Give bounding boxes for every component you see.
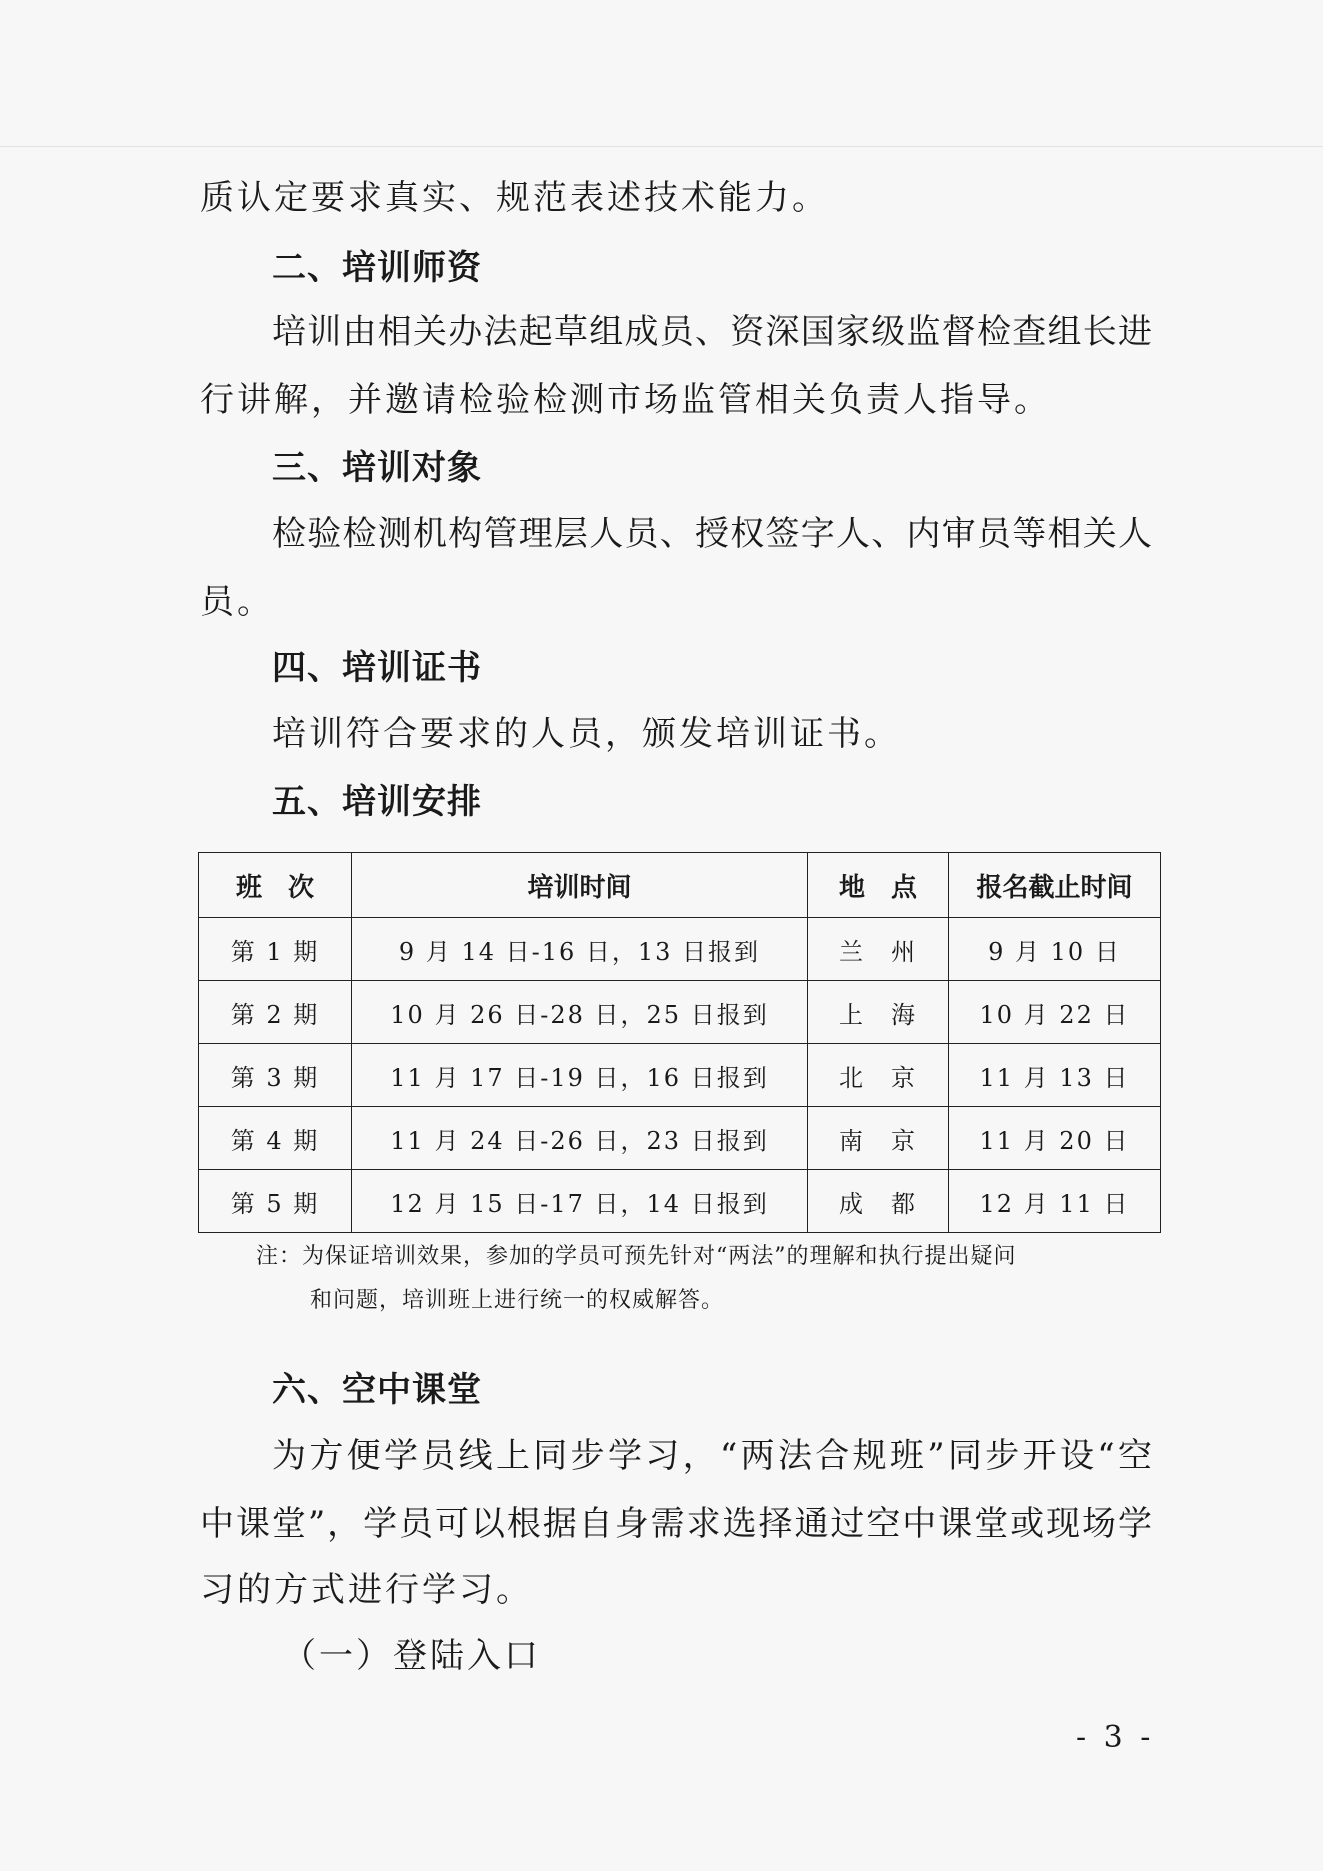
cell-class: 第 2 期 xyxy=(199,981,352,1044)
table-row xyxy=(199,1107,1161,1170)
paragraph-line: 行讲解，并邀请检验检测市场监管相关负责人指导。 xyxy=(200,380,1051,420)
header-location: 地 点 xyxy=(808,853,949,918)
cell-deadline: 9 月 10 日 xyxy=(949,918,1161,981)
cell-location: 兰 州 xyxy=(808,918,949,981)
table-header-row xyxy=(199,853,1161,918)
cell-class: 第 5 期 xyxy=(199,1170,352,1233)
cell-time: 10 月 26 日-28 日，25 日报到 xyxy=(352,981,808,1044)
paragraph-line: 员。 xyxy=(200,582,274,622)
header-deadline: 报名截止时间 xyxy=(949,853,1161,918)
table-row xyxy=(199,918,1161,981)
schedule-table xyxy=(198,852,1161,1233)
page-number: - 3 - xyxy=(1076,1720,1155,1755)
paragraph-line: 培训由相关办法起草组成员、资深国家级监督检查组长进 xyxy=(272,312,1152,352)
header-class: 班 次 xyxy=(199,853,352,918)
section-heading-teachers: 二、培训师资 xyxy=(272,248,482,288)
paragraph-line: 检验检测机构管理层人员、授权签字人、内审员等相关人 xyxy=(272,514,1152,554)
table-row xyxy=(199,1170,1161,1233)
cell-time: 9 月 14 日-16 日，13 日报到 xyxy=(352,918,808,981)
cell-deadline: 10 月 22 日 xyxy=(949,981,1161,1044)
cell-deadline: 12 月 11 日 xyxy=(949,1170,1161,1233)
paragraph-line: 习的方式进行学习。 xyxy=(200,1570,533,1610)
cell-location: 南 京 xyxy=(808,1107,949,1170)
cell-location: 北 京 xyxy=(808,1044,949,1107)
cell-location: 上 海 xyxy=(808,981,949,1044)
cell-class: 第 3 期 xyxy=(199,1044,352,1107)
cell-location: 成 都 xyxy=(808,1170,949,1233)
subsection-heading-login: （一）登陆入口 xyxy=(282,1636,541,1676)
table-note: 注：为保证培训效果，参加的学员可预先针对“两法”的理解和执行提出疑问 xyxy=(256,1244,1017,1269)
paragraph-line: 培训符合要求的人员，颁发培训证书。 xyxy=(272,714,901,754)
cell-deadline: 11 月 13 日 xyxy=(949,1044,1161,1107)
cell-time: 11 月 24 日-26 日，23 日报到 xyxy=(352,1107,808,1170)
section-heading-schedule: 五、培训安排 xyxy=(272,782,482,822)
cell-time: 11 月 17 日-19 日，16 日报到 xyxy=(352,1044,808,1107)
cell-time: 12 月 15 日-17 日，14 日报到 xyxy=(352,1170,808,1233)
table-note-continued: 和问题，培训班上进行统一的权威解答。 xyxy=(310,1288,725,1313)
paragraph-line: 为方便学员线上同步学习，“两法合规班”同步开设“空 xyxy=(272,1436,1152,1476)
cell-class: 第 1 期 xyxy=(199,918,352,981)
section-heading-online-class: 六、空中课堂 xyxy=(272,1370,482,1410)
table-row xyxy=(199,981,1161,1044)
scan-edge-line xyxy=(0,146,1323,147)
section-heading-audience: 三、培训对象 xyxy=(272,448,482,488)
paragraph-line: 中课堂”，学员可以根据自身需求选择通过空中课堂或现场学 xyxy=(200,1504,1152,1544)
paragraph-line: 质认定要求真实、规范表述技术能力。 xyxy=(200,178,829,218)
cell-class: 第 4 期 xyxy=(199,1107,352,1170)
header-time: 培训时间 xyxy=(352,853,808,918)
table-row xyxy=(199,1044,1161,1107)
cell-deadline: 11 月 20 日 xyxy=(949,1107,1161,1170)
section-heading-certificate: 四、培训证书 xyxy=(272,648,482,688)
